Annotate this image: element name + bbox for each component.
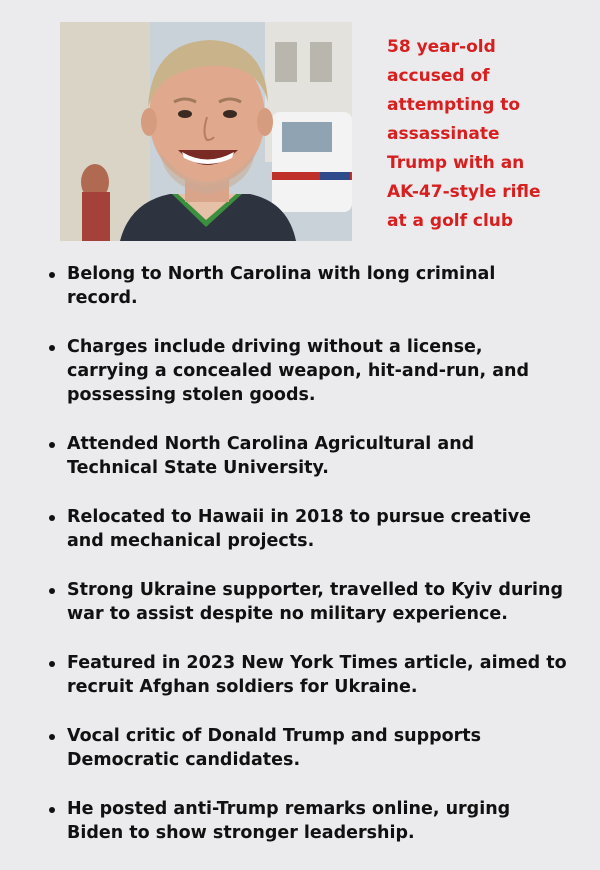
- list-item: [0, 432, 600, 480]
- list-item: [0, 578, 600, 626]
- portrait-photo: [60, 22, 352, 241]
- list-item-text: Featured in 2023 New York Times article, aimed to recruit Afghan soldiers for Ukraine.: [67, 653, 567, 697]
- list-item-text: He posted anti-Trump remarks online, urging Biden to show stronger leadership.: [67, 799, 511, 843]
- list-item-text: Strong Ukraine supporter, travelled to Kyiv during war to assist despite no military experience.: [67, 580, 564, 624]
- list-item: [0, 505, 600, 553]
- list-item: [0, 797, 600, 845]
- bullet-dot-icon: [49, 588, 55, 594]
- list-item-text: Attended North Carolina Agricultural and Technical State University.: [67, 434, 475, 478]
- list-item-text: Belong to North Carolina with long criminal record.: [67, 264, 496, 308]
- bullet-dot-icon: [49, 515, 55, 521]
- bullet-dot-icon: [49, 442, 55, 448]
- list-item-text: Relocated to Hawaii in 2018 to pursue creative and mechanical projects.: [67, 507, 532, 551]
- list-item: [0, 651, 600, 699]
- list-item-text: Vocal critic of Donald Trump and supports Democratic candidates.: [67, 726, 482, 770]
- portrait-illustration: [60, 22, 352, 241]
- bullet-dot-icon: [49, 734, 55, 740]
- headline-caption: 58 year-old accused of attempting to assassinate Trump with an AK-47-style rifle at a golf club: [387, 37, 541, 231]
- bullet-dot-icon: [49, 345, 55, 351]
- list-item: [0, 262, 600, 310]
- fact-list: [0, 262, 600, 870]
- bullet-dot-icon: [49, 272, 55, 278]
- list-item: [0, 724, 600, 772]
- bullet-dot-icon: [49, 661, 55, 667]
- bullet-dot-icon: [49, 807, 55, 813]
- list-item: [0, 335, 600, 407]
- list-item-text: Charges include driving without a license, carrying a concealed weapon, hit-and-run, and possessing stolen goods.: [67, 337, 530, 405]
